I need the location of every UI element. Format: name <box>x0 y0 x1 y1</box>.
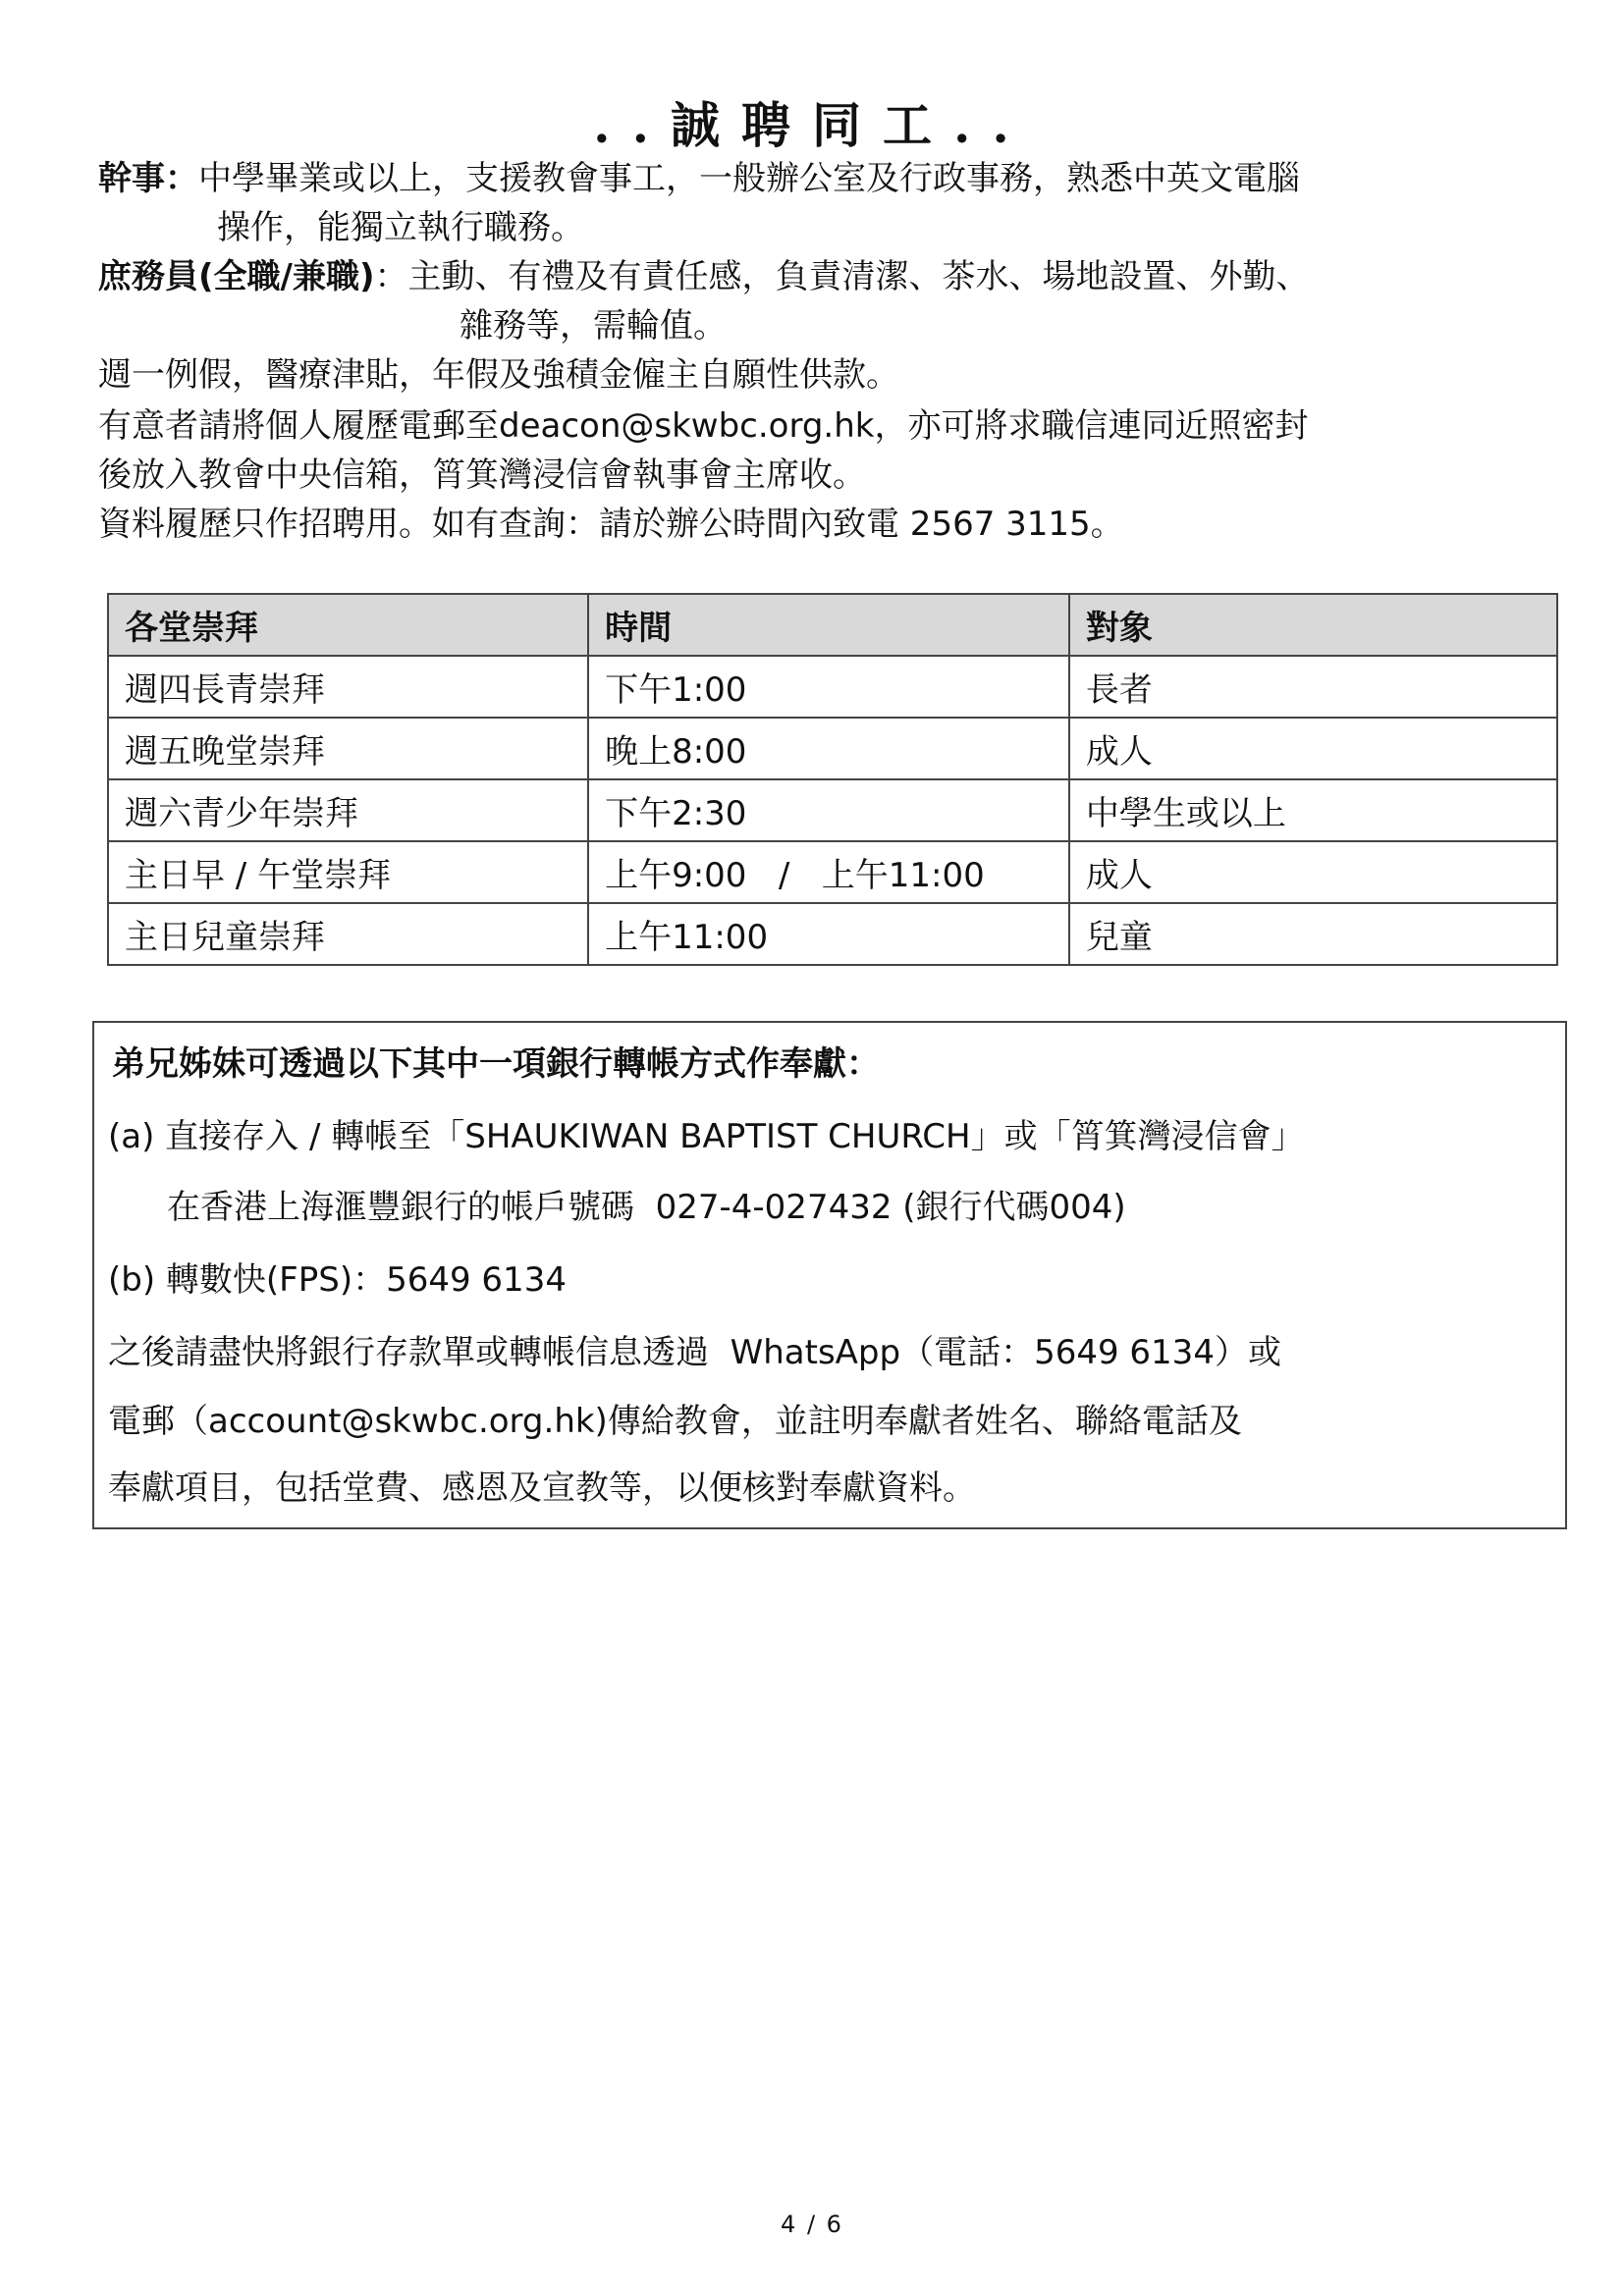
offering-option-b: (b) 轉數快(FPS)：5649 6134 <box>108 1260 567 1300</box>
benefits-text: 週一例假，醫療津貼，年假及強積金僱主自願性供款。 <box>98 355 899 395</box>
cell-audience: 成人 <box>1069 841 1557 903</box>
offering-option-a: (a) 直接存入 / 轉帳至「SHAUKIWAN BAPTIST CHURCH」或「筲箕灣浸信會」 <box>108 1117 1305 1156</box>
job-janitor <box>98 253 1542 300</box>
cell-audience: 長者 <box>1069 656 1557 718</box>
table-header-row <box>108 594 1557 656</box>
job-secretary-label: 幹事： <box>98 159 198 198</box>
table-row <box>108 656 1557 718</box>
cell-time: 晚上8:00 <box>588 718 1069 779</box>
worship-schedule-table <box>107 593 1558 966</box>
offering-heading: 弟兄姊妹可透過以下其中一項銀行轉帳方式作奉獻： <box>112 1044 880 1084</box>
table-row <box>108 779 1557 841</box>
job-secretary-line2: 操作，能獨立執行職務。 <box>217 208 584 247</box>
apply-text-line2: 後放入教會中央信箱，筲箕灣浸信會執事會主席收。 <box>98 455 866 495</box>
cell-audience: 中學生或以上 <box>1069 779 1557 841</box>
header-service: 各堂崇拜 <box>108 594 588 656</box>
header-audience: 對象 <box>1069 594 1557 656</box>
cell-time: 下午2:30 <box>588 779 1069 841</box>
cell-audience: 成人 <box>1069 718 1557 779</box>
page-number: 4 / 6 <box>781 2211 843 2238</box>
table-row <box>108 718 1557 779</box>
cell-service: 週六青少年崇拜 <box>108 779 588 841</box>
offering-note-line2: 電郵（account@skwbc.org.hk)傳給教會，並註明奉獻者姓名、聯絡電話及 <box>108 1402 1242 1441</box>
job-secretary <box>98 155 1542 202</box>
offering-option-a-account: 在香港上海滙豐銀行的帳戶號碼 027-4-027432 (銀行代碼004) <box>167 1188 1126 1227</box>
table-row <box>108 841 1557 903</box>
job-janitor-label: 庶務員(全職/兼職) <box>98 257 375 296</box>
cell-service: 主日兒童崇拜 <box>108 903 588 965</box>
offering-box <box>92 1021 1567 1529</box>
table-row <box>108 903 1557 965</box>
apply-text-line1: 有意者請將個人履歷電郵至deacon@skwbc.org.hk，亦可將求職信連同近照密封 <box>98 406 1309 446</box>
job-janitor-line2: 雜務等，需輪值。 <box>460 306 727 346</box>
offering-note-line3: 奉獻項目，包括堂費、感恩及宣教等，以便核對奉獻資料。 <box>108 1468 976 1508</box>
header-time: 時間 <box>588 594 1069 656</box>
cell-service: 週五晚堂崇拜 <box>108 718 588 779</box>
cell-audience: 兒童 <box>1069 903 1557 965</box>
job-janitor-line1: ：主動、有禮及有責任感，負責清潔、茶水、場地設置、外勤、 <box>374 257 1310 296</box>
offering-note-line1: 之後請盡快將銀行存款單或轉帳信息透過 WhatsApp（電話：5649 6134）或 <box>108 1333 1281 1372</box>
cell-service: 主日早 / 午堂崇拜 <box>108 841 588 903</box>
cell-time: 上午9:00 / 上午11:00 <box>588 841 1069 903</box>
privacy-text: 資料履歷只作招聘用。如有查詢：請於辦公時間內致電 2567 3115。 <box>98 505 1124 544</box>
cell-time: 下午1:00 <box>588 656 1069 718</box>
job-janitor-continued <box>460 302 1624 349</box>
page-title: ..誠聘同工.. <box>593 96 1031 154</box>
job-secretary-continued <box>217 204 1624 251</box>
job-secretary-line1: 中學畢業或以上，支援教會事工，一般辦公室及行政事務，熟悉中英文電腦 <box>198 159 1300 198</box>
cell-time: 上午11:00 <box>588 903 1069 965</box>
cell-service: 週四長青崇拜 <box>108 656 588 718</box>
